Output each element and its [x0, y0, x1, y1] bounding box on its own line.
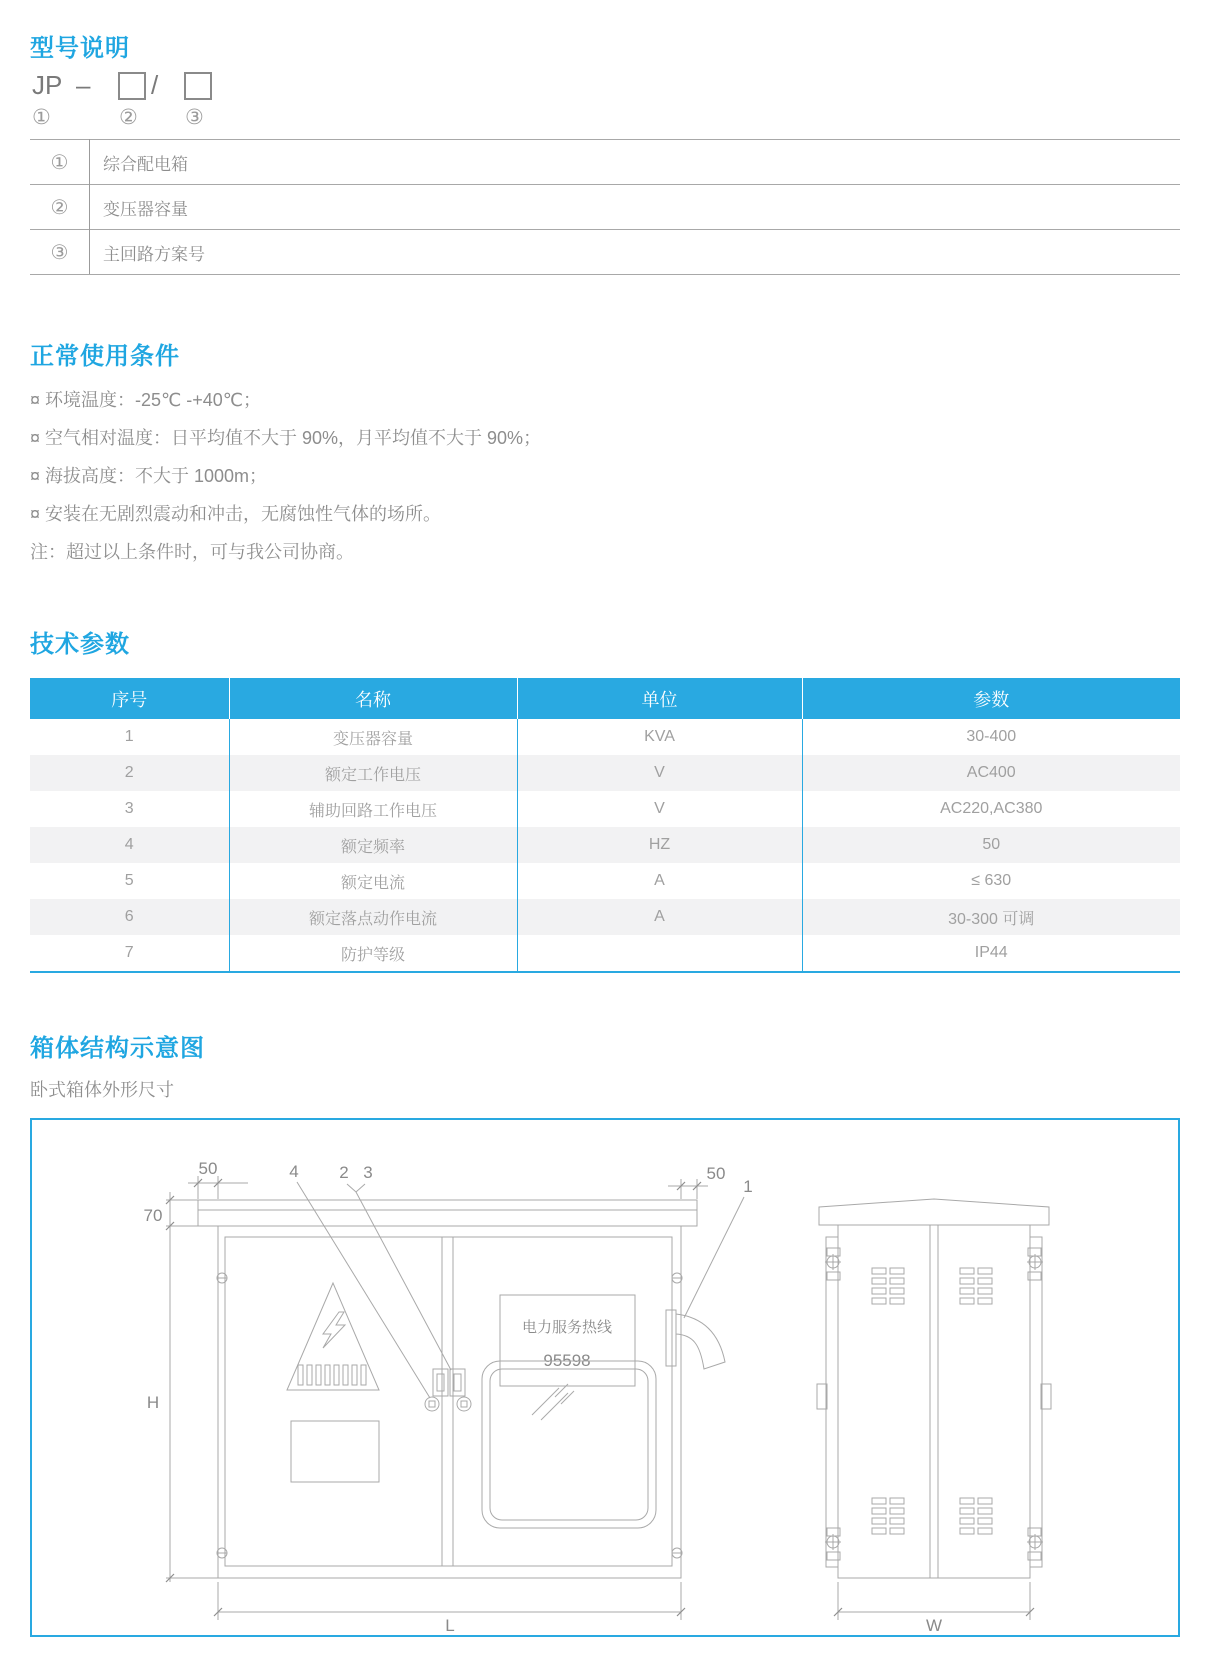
warning-triangle-icon [287, 1283, 379, 1390]
model-row-desc: 变压器容量 [90, 185, 1181, 230]
hotline-label: 电力服务热线 [521, 1319, 613, 1336]
structure-subtitle: 卧式箱体外形尺寸 [30, 1080, 174, 1100]
model-callout-row [32, 105, 332, 129]
cell-unit: V [517, 755, 802, 791]
cell-value: 30-400 [966, 728, 1017, 745]
side-roof [819, 1199, 1049, 1225]
cell-index: 1 [30, 719, 229, 755]
condition-item: ¤ 空气相对温度：日平均值不大于 90%，月平均值不大于 90%； [30, 428, 542, 448]
table-row [30, 935, 1180, 972]
model-dash: – [76, 70, 91, 100]
dim-height-label: H [146, 1393, 160, 1412]
callout-1-label: 1 [743, 1177, 753, 1196]
door-locks [425, 1397, 471, 1411]
model-placeholder-box-1 [118, 72, 146, 100]
cell-index: 2 [30, 755, 229, 791]
cable-duct-elbow [666, 1310, 725, 1369]
table-row [30, 230, 1180, 275]
dim-width [834, 1582, 1034, 1635]
cell-index: 6 [30, 899, 229, 935]
condition-item: ¤ 环境温度：-25℃ -+40℃； [30, 390, 261, 410]
cell-value: AC400 [966, 764, 1016, 781]
cell-value: 30-300 可调 [948, 910, 1035, 928]
cell-index: 3 [30, 791, 229, 827]
condition-item: ¤ 海拔高度：不大于 1000m； [30, 466, 268, 486]
table-row [30, 755, 1180, 791]
cell-unit: A [517, 899, 802, 935]
dim-width-label: W [925, 1616, 943, 1635]
table-row [30, 791, 1180, 827]
model-section-title: 型号说明 [30, 35, 130, 62]
model-callout-3: ③ [185, 106, 204, 129]
model-row-desc: 综合配电箱 [90, 140, 1181, 185]
structure-section-title: 箱体结构示意图 [30, 1035, 205, 1062]
dim-length-label: L [445, 1616, 455, 1635]
table-row [30, 899, 1180, 935]
cell-value: ≤ 630 [971, 872, 1012, 889]
cell-value: AC220,AC380 [940, 800, 1043, 817]
cell-name: 额定频率 [229, 827, 517, 863]
params-section-title: 技术参数 [30, 631, 130, 658]
table-row [30, 140, 1180, 185]
table-row [30, 719, 1180, 755]
model-row-num: ② [30, 185, 90, 230]
conditions-section-title: 正常使用条件 [30, 343, 180, 370]
front-cabinet-body [218, 1226, 681, 1578]
dim-overhang-right-label: 50 [706, 1164, 726, 1183]
front-door-frame [225, 1237, 672, 1566]
cell-name: 变压器容量 [229, 719, 517, 755]
cell-value: IP44 [802, 935, 1180, 972]
condition-note: 注：超过以上条件时，可与我公司协商。 [30, 542, 354, 562]
col-header-value: 参数 [802, 678, 1180, 719]
col-header-name: 名称 [229, 678, 517, 719]
cabinet-drawing-frame [30, 1118, 1180, 1637]
hotline-sign-plate [500, 1295, 635, 1386]
dim-roof-height-label: 70 [143, 1206, 163, 1225]
condition-item: ¤ 安装在无剧烈震动和冲击，无腐蚀性气体的场所。 [30, 504, 442, 524]
model-legend-table [30, 139, 1180, 275]
side-view [817, 1199, 1051, 1635]
cell-index: 4 [30, 827, 229, 863]
cell-unit: HZ [517, 827, 802, 863]
table-row [30, 185, 1180, 230]
callout-2-label: 2 [339, 1163, 349, 1182]
conditions-list [30, 381, 1150, 571]
cell-index: 5 [30, 863, 229, 899]
model-row-desc: 主回路方案号 [90, 230, 1181, 275]
dim-roof-height-and-H [144, 1192, 220, 1582]
door-handles [433, 1369, 465, 1396]
dim-overhang-right [668, 1164, 725, 1199]
front-view [144, 1159, 753, 1635]
cell-unit: V [517, 791, 802, 827]
cell-index: 7 [30, 935, 229, 972]
front-roof [198, 1200, 697, 1226]
dim-overhang-left [188, 1159, 248, 1199]
model-slash: / [151, 70, 159, 100]
callout-4-label: 4 [289, 1162, 299, 1181]
cell-name: 额定工作电压 [229, 755, 517, 791]
model-callout-2: ② [119, 106, 138, 129]
table-row [30, 863, 1180, 899]
cell-name: 额定电流 [229, 863, 517, 899]
callout-leaders [289, 1162, 752, 1398]
corner-screws [217, 1273, 682, 1558]
dim-length [214, 1582, 685, 1635]
cell-unit: KVA [517, 719, 802, 755]
cell-unit [517, 935, 802, 972]
left-door-name-plate [291, 1421, 379, 1482]
model-designation-line [32, 70, 332, 104]
cell-unit: A [517, 863, 802, 899]
side-hinge-rail-left [826, 1237, 838, 1567]
model-callout-1: ① [32, 106, 51, 129]
cell-value: 50 [982, 836, 1001, 853]
table-header-row [30, 678, 1180, 719]
hinge-hardware [825, 1248, 1043, 1560]
cell-name: 额定落点动作电流 [229, 899, 517, 935]
col-header-index: 序号 [30, 678, 229, 719]
side-body [838, 1225, 1030, 1578]
dim-overhang-left-label: 50 [198, 1159, 218, 1178]
model-row-num: ③ [30, 230, 90, 275]
cabinet-technical-drawing [32, 1120, 1178, 1635]
technical-parameters-table [30, 678, 1180, 973]
col-header-unit: 单位 [517, 678, 802, 719]
model-row-num: ① [30, 140, 90, 185]
cell-name: 辅助回路工作电压 [229, 791, 517, 827]
model-prefix: JP [32, 70, 63, 100]
callout-3-label: 3 [363, 1163, 373, 1182]
model-placeholder-box-2 [184, 72, 212, 100]
table-row [30, 827, 1180, 863]
cell-name: 防护等级 [229, 935, 517, 972]
triangle-hatch-bars [298, 1365, 366, 1385]
hotline-number: 95598 [543, 1351, 591, 1370]
vent-louvers [872, 1268, 992, 1534]
side-hinge-rail-right [1030, 1237, 1042, 1567]
